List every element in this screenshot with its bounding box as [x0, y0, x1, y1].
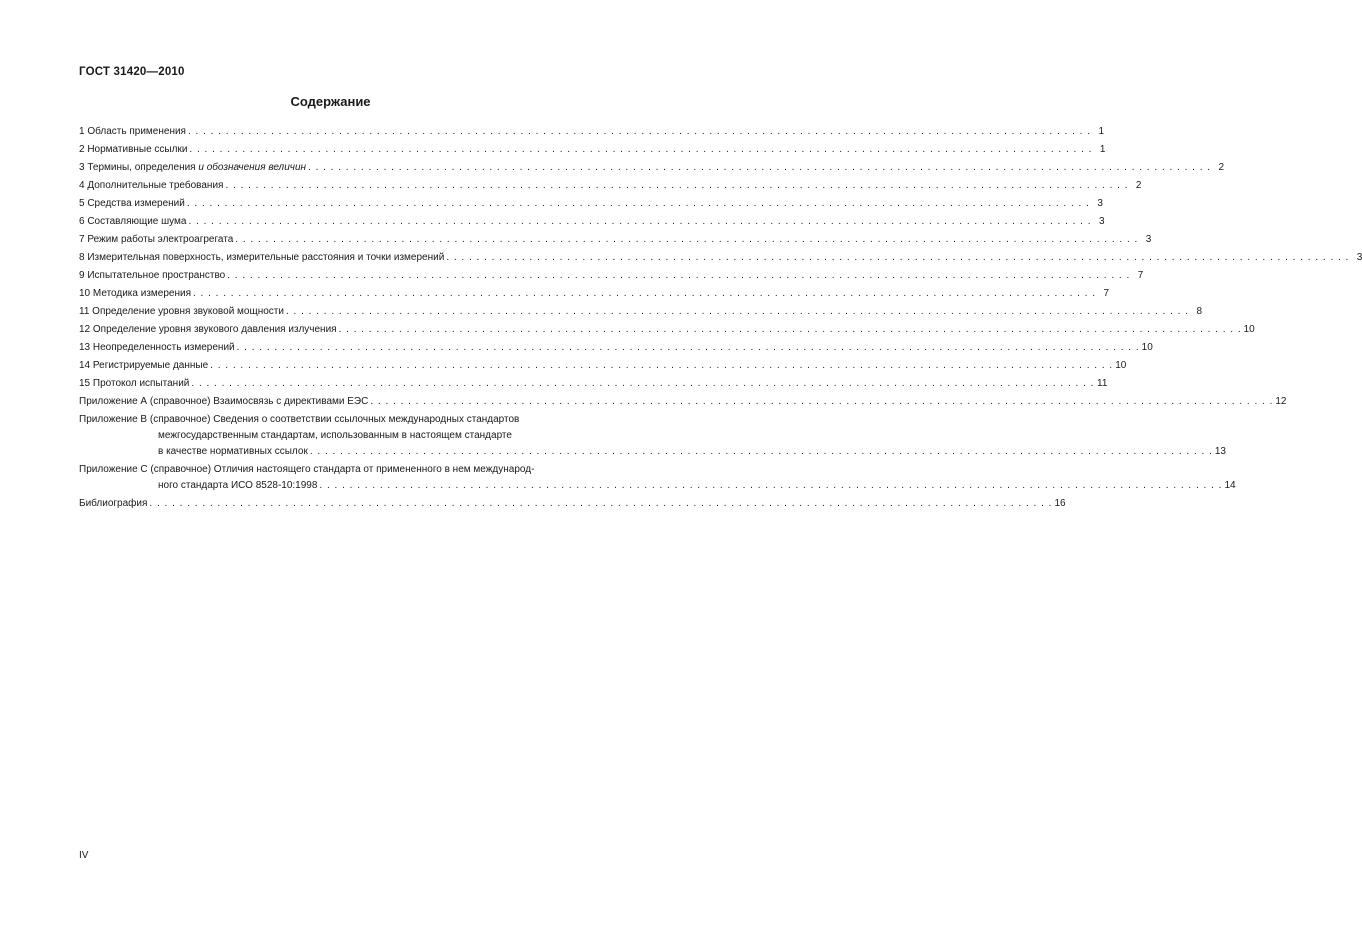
toc-entry-text: Приложение В (справочное) Сведения о соответствии ссылочных международных стандартов: [79, 414, 520, 425]
toc-leader-dots: . . . . . . . . . . . . . . . . . . . . . . . . . . . . . . . . . . . . . . . . . . . . . . . . . . . . . . . . . . . . . . . . . . . . . . . . . . . . . . . . . . . . . . . . . . . . . . . . . . . . . . . . . . . . . . . . . . . . . . . .: [338, 324, 1242, 335]
toc-page-number: 11: [1097, 378, 1108, 389]
toc-row: [79, 120, 1104, 138]
toc-leader-dots: . . . . . . . . . . . . . . . . . . . . . . . . . . . . . . . . . . . . . . . . . . . . . . . . . . . . . . . . . . . . . . . . . . . . . . . . . . . . . . . . . . . . . . . . . . . . . . . . . . . . . . . . . . . . . . . . . . . . . . . .: [225, 180, 1129, 191]
toc-row-bibliography: [79, 492, 1066, 510]
toc-entry-text: 4 Дополнительные требования: [79, 180, 224, 191]
toc-page-number: 1: [1099, 144, 1106, 155]
toc-entry-text: 13 Неопределенность измерений: [79, 342, 235, 353]
toc-leader-dots: . . . . . . . . . . . . . . . . . . . . . . . . . . . . . . . . . . . . . . . . . . . . . . . . . . . . . . . . . . . . . . . . . . . . . . . . . . . . . . . . . . . . . . . . . . . . . . . . . . . . . . . . . . . . . . . . . . . . . . . .: [188, 216, 1092, 227]
toc-leader-dots: . . . . . . . . . . . . . . . . . . . . . . . . . . . . . . . . . . . . . . . . . . . . . . . . . . . . . . . . . . . . . . . . . . . . . . . . . . . . . . . . . . . . . . . . . . . . . . . . . . . . . . . . . . . . . . . . . . . . . . . .: [370, 396, 1274, 407]
toc-row: [79, 264, 1144, 282]
toc-leader-dots: . . . . . . . . . . . . . . . . . . . . . . . . . . . . . . . . . . . . . . . . . . . . . . . . . . . . . . . . . . . . . . . . . . . . . . . . . . . . . . . . . . . . . . . . . . . . . . . . . . . . . . . . . . . . . . . . . . . . . . . .: [149, 498, 1053, 509]
toc-leader-dots: . . . . . . . . . . . . . . . . . . . . . . . . . . . . . . . . . . . . . . . . . . . . . . . . . . . . . . . . . . . . . . . . . . . . . . . . . . . . . . . . . . . . . . . . . . . . . . . . . . . . . . . . . . . . . . . . . . . . . . . .: [210, 360, 1114, 371]
toc-page-number: 16: [1054, 498, 1066, 509]
toc-entry-text: 7 Режим работы электроагрегата: [79, 234, 234, 245]
toc-row: [79, 174, 1142, 192]
toc-entry-text: 1 Область применения: [79, 126, 186, 137]
toc-row: [79, 372, 1108, 390]
toc-row: [79, 192, 1103, 210]
toc-row: [79, 228, 1152, 246]
toc-entry-text: Библиография: [79, 498, 148, 509]
toc-entry-text-italic: и обозначения величин: [198, 162, 307, 173]
toc-entry-text: 14 Регистрируемые данные: [79, 360, 209, 371]
toc-page-number: 3: [1145, 234, 1152, 245]
toc-entry-text: 2 Нормативные ссылки: [79, 144, 188, 155]
toc-leader-dots: . . . . . . . . . . . . . . . . . . . . . . . . . . . . . . . . . . . . . . . . . . . . . . . . . . . . . . . . . . . . . . . . . . . . . . . . . . . . . . . . . . . . . . . . . . . . . . . . . . . . . . . . . . . . . . . . . . . . . . . .: [446, 252, 1350, 263]
toc-page-number: 2: [1218, 162, 1225, 173]
toc-entry-text: 11 Определение уровня звуковой мощности: [79, 306, 284, 317]
toc-entry-text: 8 Измерительная поверхность, измерительные расстояния и точки измерений: [79, 252, 445, 263]
toc-row: [79, 300, 1203, 318]
toc-leader-dots: . . . . . . . . . . . . . . . . . . . . . . . . . . . . . . . . . . . . . . . . . . . . . . . . . . . . . . . . . . . . . . . . . . . . . . . . . . . . . . . . . . . . . . . . . . . . . . . . . . . . . . . . . . . . . . . . . . . . . . . .: [285, 306, 1190, 317]
toc-entry-text: 9 Испытательное пространство: [79, 270, 226, 281]
toc-row-appendix-a: [79, 390, 1287, 408]
toc-leader-dots: . . . . . . . . . . . . . . . . . . . . . . . . . . . . . . . . . . . . . . . . . . . . . . . . . . . . . . . . . . . . . . . . . . . . . . . . . . . . . . . . . . . . . . . . . . . . . . . . . . . . . . . . . . . . . . . . . . . . . . . .: [308, 162, 1212, 173]
toc-row-appendix-b-line2: [79, 426, 613, 442]
toc-leader-dots: . . . . . . . . . . . . . . . . . . . . . . . . . . . . . . . . . . . . . . . . . . . . . . . . . . . . . . . . . . . . . . . . . . . . . . . . . . . . . . . . . . . . . . . . . . . . . . . . . . . . . . . . . . . . . . . . . . . . . . . .: [309, 446, 1213, 457]
toc-entry-text: 5 Средства измерений: [79, 198, 185, 209]
toc-row: [79, 282, 1110, 300]
toc-entry-text-regular: 3 Термины, определения: [79, 162, 199, 173]
toc-page-number: 2: [1135, 180, 1142, 191]
toc-leader-dots: . . . . . . . . . . . . . . . . . . . . . . . . . . . . . . . . . . . . . . . . . . . . . . . . . . . . . . . . . . . . . . . . . . . . . . . . . . . . . . . . . . . . . . . . . . . . . . . . . . . . . . . . . . . . . . . . . . . . . . . .: [193, 288, 1097, 299]
toc-row: [79, 318, 1255, 336]
toc-page-number: 3: [1097, 198, 1103, 209]
toc-entry-text: 6 Составляющие шума: [79, 216, 187, 227]
toc-row: [79, 336, 1153, 354]
document-header: ГОСТ 31420—2010: [79, 66, 185, 78]
toc-entry-text: Приложение А (справочное) Взаимосвязь с директивами ЕЭС: [79, 396, 369, 407]
toc-page-number: 1: [1098, 126, 1104, 137]
toc-leader-dots: . . . . . . . . . . . . . . . . . . . . . . . . . . . . . . . . . . . . . . . . . . . . . . . . . . . . . . . . . . . . . . . . . . . . . . . . . . . . . . . . . . . . . . . . . . . . . . . . . . . . . . . . . . . . . . . . . . . . . . . .: [186, 198, 1090, 209]
toc-entry-text: в качестве нормативных ссылок: [158, 446, 308, 457]
toc-page-number: 8: [1196, 306, 1203, 317]
toc-leader-dots: . . . . . . . . . . . . . . . . . . . . . . . . . . . . . . . . . . . . . . . . . . . . . . . . . . . . . . . . . . . . . . . . . . . . . . . . . . . . . . . . . . . . . . . . . . . . . . . . . . . . . . . . . . . . . . . . . . . . . . . .: [227, 270, 1131, 281]
toc-leader-dots: . . . . . . . . . . . . . . . . . . . . . . . . . . . . . . . . . . . . . . . . . . . . . . . . . . . . . . . . . . . . . . . . . . . . . . . . . . . . . . . . . . . . . . . . . . . . . . . . . . . . . . . . . . . . . . . . . . . . . . . .: [189, 144, 1093, 155]
toc-row-appendix-c-line2: [79, 476, 1236, 492]
toc-entry-text: 15 Протокол испытаний: [79, 378, 190, 389]
toc-page-number: 7: [1103, 288, 1110, 299]
toc-leader-dots: . . . . . . . . . . . . . . . . . . . . . . . . . . . . . . . . . . . . . . . . . . . . . . . . . . . . . . . . . . . . . . . . . . . . . . . . . . . . . . . . . . . . . . . . . . . . . . . . . . . . . . . . . . . . . . . . . . . . . . . .: [191, 378, 1095, 389]
toc-page-number: 12: [1275, 396, 1287, 407]
toc-row-appendix-b-line3: [79, 442, 1226, 458]
toc-row: [79, 138, 1106, 156]
toc-entry-text: 10 Методика измерения: [79, 288, 191, 299]
toc-entry-text: ного стандарта ИСО 8528-10:1998: [158, 480, 318, 491]
toc-page-number: 7: [1137, 270, 1144, 281]
toc-leader-dots: . . . . . . . . . . . . . . . . . . . . . . . . . . . . . . . . . . . . . . . . . . . . . . . . . . . . . . . . . . . . . . . . . . . . . . . . . . . . . . . . . . . . . . . . . . . . . . . . . . . . . . . . . . . . . . . . . . . . . . . .: [236, 342, 1140, 353]
toc-leader-dots: . . . . . . . . . . . . . . . . . . . . . . . . . . . . . . . . . . . . . . . . . . . . . . . . . . . . . . . . . . . . . . . . . . . . . . . . . . . . . . . . . . . . . . . . . . . . . . . . . . . . . . . . . . . . . . . . . . . . . . . .: [319, 480, 1223, 491]
toc-page-number: 3: [1356, 252, 1362, 263]
toc-page-number: 13: [1214, 446, 1226, 457]
toc-row: [79, 246, 1362, 264]
toc-row: [79, 210, 1105, 228]
page-number-footer: IV: [79, 850, 89, 861]
toc-row: [79, 354, 1127, 372]
page-title: Содержание: [290, 94, 371, 109]
toc-entry-text: [79, 161, 306, 174]
toc-entry-text: Приложение С (справочное) Отличия настоящего стандарта от примененного в нем международ-: [79, 464, 535, 475]
toc-row-appendix-b-line1: [79, 408, 613, 426]
toc-page-number: 3: [1098, 216, 1105, 227]
toc-page-number: 10: [1115, 360, 1127, 371]
toc-row: [79, 156, 1225, 174]
toc-page-number: 14: [1224, 480, 1236, 491]
toc-row-appendix-c-line1: [79, 458, 613, 476]
toc-page-number: 10: [1243, 324, 1255, 335]
toc-entry-text: межгосударственным стандартам, использованным в настоящем стандарте: [158, 430, 512, 441]
toc-leader-dots: . . . . . . . . . . . . . . . . . . . . . . . . . . . . . . . . . . . . . . . . . . . . . . . . . . . . . . . . . . . . . . . . . . . . . . . . . . . . . . . . . . . . . . . . . . . . . . . . . . . . . . . . . . . . . . . . . . . . . . . .: [187, 126, 1091, 137]
toc-entry-text: 12 Определение уровня звукового давления излучения: [79, 324, 337, 335]
table-of-contents: [79, 120, 1362, 510]
toc-leader-dots: . . . . . . . . . . . . . . . . . . . . . . . . . . . . . . . . . . . . . . . . . . . . . . . . . . . . . . . . . . . . . . . . . . . . . . . . . . . . . . . . . . . . . . . . . . . . . . . . . . . . . . . . . . . . . . . . . . . . . . . .: [235, 234, 1139, 245]
toc-page-number: 10: [1141, 342, 1153, 353]
